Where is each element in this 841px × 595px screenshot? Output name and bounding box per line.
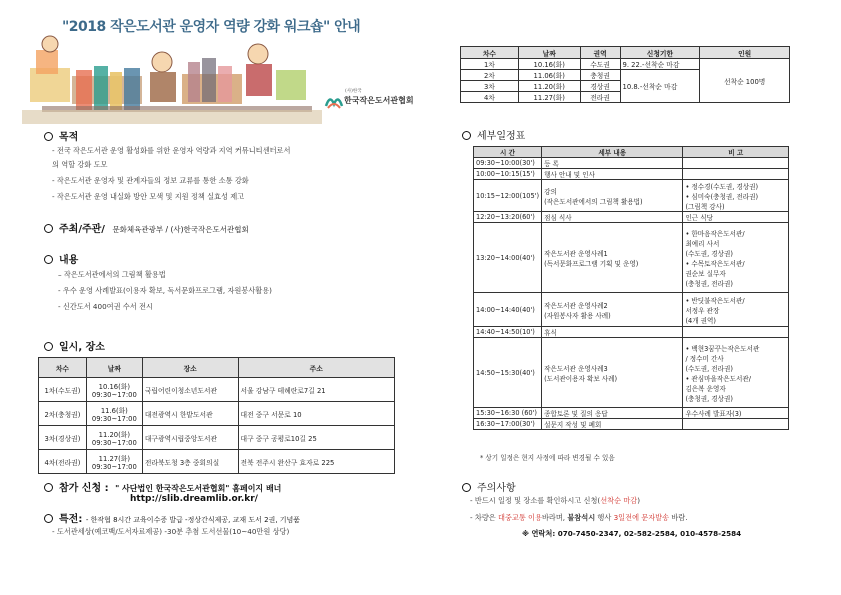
table-header-row <box>461 47 790 59</box>
content-cell: 점심 식사 <box>542 212 683 223</box>
note-cell: • 한마음작은도서관/ 최예리 사서 (수도권, 경상권) • 수목토작은도서관/ 권순보 실무자 (충청권, 전라권) <box>683 223 789 293</box>
organizer-text: 문화체육관광부 / (사)한국작은도서관협회 <box>112 225 249 234</box>
column-header: 세부 내용 <box>542 147 683 158</box>
table-header-row <box>39 358 395 378</box>
round-cell: 4차(전라권) <box>39 450 87 474</box>
column-header: 인원 <box>700 47 790 59</box>
round-cell: 4차 <box>461 92 519 103</box>
date-cell: 11.6(화) 09:30~17:00 <box>86 402 142 426</box>
date-cell: 11.20(화) <box>518 81 580 92</box>
note-cell: • 반딧불작은도서관/ 서정우 관장 (4개 권역) <box>683 293 789 327</box>
column-header: 신청기한 <box>620 47 700 59</box>
content-cell: 행사 안내 및 인사 <box>542 169 683 180</box>
date-cell: 11.27(화) <box>518 92 580 103</box>
purpose-line: - 작은도서관 운영 내실화 방안 모색 및 지원 정책 실효성 제고 <box>52 192 245 201</box>
time-cell: 15:30~16:30 (60') <box>474 408 542 419</box>
caution-line: - 차량은 대중교통 이용바라며, 불참석시 행사 3일전에 문자발송 바람. <box>470 513 688 522</box>
purpose-line: 의 역할 강화 도모 <box>52 160 108 169</box>
caution-heading: 주의사항 <box>462 479 516 494</box>
content-cell: 종합토론 및 질의 응답 <box>542 408 683 419</box>
column-header: 날짜 <box>518 47 580 59</box>
column-header: 권역 <box>580 47 620 59</box>
table-row <box>474 158 789 169</box>
table-header-row <box>474 147 789 158</box>
round-cell: 1차 <box>461 59 519 70</box>
date-cell: 11.20(화) 09:30~17:00 <box>86 426 142 450</box>
apply-text: " 사단법인 한국작은도서관협회" 홈페이지 배너 <box>115 484 282 493</box>
circle-bullet-icon <box>44 483 53 492</box>
banner-title: "2018 작은도서관 운영자 역량 강화 워크숍" 안내 <box>62 19 361 35</box>
time-cell: 10:00~10:15(15') <box>474 169 542 180</box>
apply-heading: 참가 신청 : " 사단법인 한국작은도서관협회" 홈페이지 배너 <box>44 479 281 494</box>
apply-url-link[interactable]: http://slib.dreamlib.or.kr/ <box>130 494 258 504</box>
note-cell <box>683 327 789 338</box>
time-cell: 16:30~17:00(30') <box>474 419 542 430</box>
note-cell <box>683 419 789 430</box>
content-heading: 내용 <box>44 251 78 266</box>
circle-bullet-icon <box>462 131 471 140</box>
logo <box>324 88 414 116</box>
content-cell: 등 록 <box>542 158 683 169</box>
round-cell: 2차(충청권) <box>39 402 87 426</box>
table-row <box>474 169 789 180</box>
table-row <box>39 378 395 402</box>
detail-schedule-table <box>473 146 789 430</box>
table-row <box>39 426 395 450</box>
column-header: 비 고 <box>683 147 789 158</box>
content-line: - 신간도서 400여권 수서 전시 <box>58 302 153 311</box>
caution-line: - 반드시 일정 및 장소를 확인하시고 신청(선착순 마감) <box>470 496 641 505</box>
table-row <box>474 327 789 338</box>
time-cell: 09:30~10:00(30') <box>474 158 542 169</box>
table-row <box>474 180 789 212</box>
time-cell: 10:15~12:00(105') <box>474 180 542 212</box>
table-row <box>39 450 395 474</box>
deadline-cell: 10.8.-선착순 마감 <box>620 70 700 103</box>
content-line: - 우수 운영 사례발표(이용자 확보, 독서문화프로그램, 자원봉사활용) <box>58 286 272 295</box>
round-cell: 3차 <box>461 81 519 92</box>
note-cell <box>683 169 789 180</box>
content-cell: 작은도서관 운영사례2 (자원봉사자 활용 사례) <box>542 293 683 327</box>
table-row <box>474 293 789 327</box>
circle-bullet-icon <box>462 483 471 492</box>
place-cell: 국립어린이청소년도서관 <box>142 378 238 402</box>
banner <box>22 10 414 128</box>
address-cell: 대구 중구 공평로10길 25 <box>238 426 395 450</box>
column-header: 주소 <box>238 358 395 378</box>
table-row <box>474 223 789 293</box>
organizer-heading: 주최/주관/ 문화체육관광부 / (사)한국작은도서관협회 <box>44 220 249 235</box>
content-cell: 작은도서관 운영사례3 (도서관이용자 확보 사례) <box>542 338 683 408</box>
deadline-cell: 9. 22.-선착순 마감 <box>620 59 700 70</box>
address-cell: 대전 중구 서문로 10 <box>238 402 395 426</box>
schedule-table <box>38 357 395 474</box>
content-line: – 작은도서관에서의 그림책 활용법 <box>58 270 166 279</box>
place-cell: 대구광역시립중앙도서관 <box>142 426 238 450</box>
benefits-line: - 도서관세상(예코백/도서자료제공) -30분 추첨 도서선물(10~40만원 상당) <box>52 527 290 536</box>
content-cell: 강의 (작은도서관에서의 그림책 활용법) <box>542 180 683 212</box>
time-cell: 14:40~14:50(10') <box>474 327 542 338</box>
note-cell <box>683 158 789 169</box>
round-cell: 3차(경상권) <box>39 426 87 450</box>
circle-bullet-icon <box>44 514 53 523</box>
logo-small-text: (사)한국 <box>345 89 362 94</box>
content-cell: 휴식 <box>542 327 683 338</box>
table-row <box>474 212 789 223</box>
address-cell: 서울 강남구 테헤란로7길 21 <box>238 378 395 402</box>
purpose-line: - 작은도서관 운영자 및 관계자들의 정보 교류를 통한 소통 강화 <box>52 176 249 185</box>
place-cell: 대전광역시 한밭도서관 <box>142 402 238 426</box>
date-cell: 11.06(화) <box>518 70 580 81</box>
time-cell: 14:00~14:40(40') <box>474 293 542 327</box>
place-cell: 전라북도청 3층 중회의실 <box>142 450 238 474</box>
time-cell: 14:50~15:30(40') <box>474 338 542 408</box>
logo-text: 한국작은도서관협회 <box>344 96 414 105</box>
content-cell: 설문지 작성 및 폐회 <box>542 419 683 430</box>
column-header: 날짜 <box>86 358 142 378</box>
table-row <box>474 408 789 419</box>
column-header: 시 간 <box>474 147 542 158</box>
table-row <box>39 402 395 426</box>
purpose-line: - 전국 작은도서관 운영 활성화를 위한 운영자 역량과 지역 커뮤니티센터로서 <box>52 146 291 155</box>
column-header: 차수 <box>39 358 87 378</box>
note-cell: • 정수경(수도권, 경상권) • 심미숙(충청권, 전라권) (그림책 강사) <box>683 180 789 212</box>
detail-heading: 세부일정표 <box>462 127 525 142</box>
table-row <box>474 419 789 430</box>
deadline-table <box>460 46 790 103</box>
table-row <box>461 59 790 70</box>
benefits-line: - 한작협 8시간 교육이수증 발급 -정상간식제공, 교재 도서 2권, 기념품 <box>85 516 301 524</box>
circle-bullet-icon <box>44 255 53 264</box>
table-row <box>474 338 789 408</box>
note-cell: 우수사례 발표자(3) <box>683 408 789 419</box>
address-cell: 전북 전주시 완산구 효자로 225 <box>238 450 395 474</box>
round-cell: 2차 <box>461 70 519 81</box>
note-cell: 인근 식당 <box>683 212 789 223</box>
region-cell: 경상권 <box>580 81 620 92</box>
time-cell: 12:20~13:20(60') <box>474 212 542 223</box>
region-cell: 충청권 <box>580 70 620 81</box>
note-cell: • 백현3꿈꾸는작은도서관 / 정수미 간사 (수도권, 전라권) • 관심마을작은도서관/ 김은복 운영자 (충청권, 경상권) <box>683 338 789 408</box>
column-header: 차수 <box>461 47 519 59</box>
date-cell: 11.27(화) 09:30~17:00 <box>86 450 142 474</box>
date-cell: 10.16(화) <box>518 59 580 70</box>
contact-info: ※ 연락처: 070-7450-2347, 02-582-2584, 010-4578-2584 <box>522 529 742 538</box>
benefits-heading: 특전: - 한작협 8시간 교육이수증 발급 -정상간식제공, 교재 도서 2권, 기념품 <box>44 510 300 525</box>
column-header: 장소 <box>142 358 238 378</box>
capacity-cell: 선착순 100명 <box>700 59 790 103</box>
circle-bullet-icon <box>44 224 53 233</box>
circle-bullet-icon <box>44 132 53 141</box>
date-cell: 10.16(화) 09:30~17:00 <box>86 378 142 402</box>
content-cell: 작은도서관 운영사례1 (독서문화프로그램 기획 및 운영) <box>542 223 683 293</box>
region-cell: 수도권 <box>580 59 620 70</box>
circle-bullet-icon <box>44 342 53 351</box>
time-cell: 13:20~14:00(40') <box>474 223 542 293</box>
region-cell: 전라권 <box>580 92 620 103</box>
purpose-heading: 목적 <box>44 128 78 143</box>
schedule-heading: 일시, 장소 <box>44 338 105 353</box>
round-cell: 1차(수도권) <box>39 378 87 402</box>
detail-footnote: * 상기 일정은 현지 사정에 따라 변경될 수 있음 <box>480 454 615 462</box>
